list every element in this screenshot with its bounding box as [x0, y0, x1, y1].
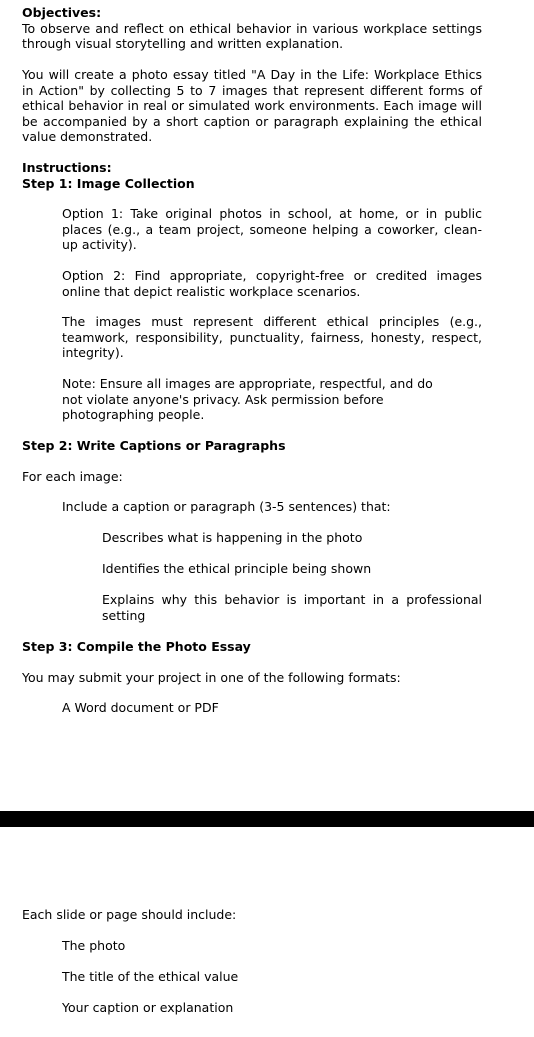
step1-option1: Option 1: Take original photos in school, at home, or in public places (e.g., a team project, someone helping a coworker, clean-up activity).	[62, 206, 482, 252]
page-divider	[0, 811, 534, 827]
step1-note: Note: Ensure all images are appropriate, respectful, and do not violate anyone's privacy. Ask permission before photographing people.	[62, 376, 433, 422]
step1-option2: Option 2: Find appropriate, copyright-free or credited images online that depict realistic workplace scenarios.	[62, 268, 482, 299]
instructions-heading: Instructions:	[22, 160, 112, 175]
step3-format: A Word document or PDF	[62, 700, 219, 715]
step2-bullet-2: Identifies the ethical principle being shown	[102, 561, 372, 576]
slide-item-2: The title of the ethical value	[62, 969, 239, 984]
step3-submit: You may submit your project in one of the following formats:	[22, 670, 401, 685]
intro-paragraph: You will create a photo essay titled "A Day in the Life: Workplace Ethics in Action" by collecting 5 to 7 images that represent different forms of ethical behavior in real or simulated work environments. Each image will be accompanied by a short caption or paragraph explaining the ethical value demonstrated.	[22, 67, 482, 144]
step1-principles: The images must represent different ethical principles (e.g., teamwork, responsibility, punctuality, fairness, honesty, respect, integrity).	[62, 314, 482, 360]
slide-item-3: Your caption or explanation	[62, 1000, 234, 1015]
step3-heading: Step 3: Compile the Photo Essay	[22, 639, 251, 654]
step2-include: Include a caption or paragraph (3-5 sentences) that:	[62, 499, 391, 514]
step2-bullet-3: Explains why this behavior is important in a professional setting	[102, 592, 482, 623]
step1-heading: Step 1: Image Collection	[22, 175, 195, 191]
step2-bullet-1: Describes what is happening in the photo	[102, 530, 363, 545]
step2-heading: Step 2: Write Captions or Paragraphs	[22, 438, 286, 453]
slide-intro: Each slide or page should include:	[22, 907, 237, 922]
objectives-heading: Objectives:	[22, 5, 102, 20]
step2-for-each: For each image:	[22, 469, 123, 484]
slide-item-1: The photo	[62, 938, 126, 953]
objectives-text: To observe and reflect on ethical behavior in various workplace settings through visual storytelling and written explanation.	[22, 20, 482, 51]
